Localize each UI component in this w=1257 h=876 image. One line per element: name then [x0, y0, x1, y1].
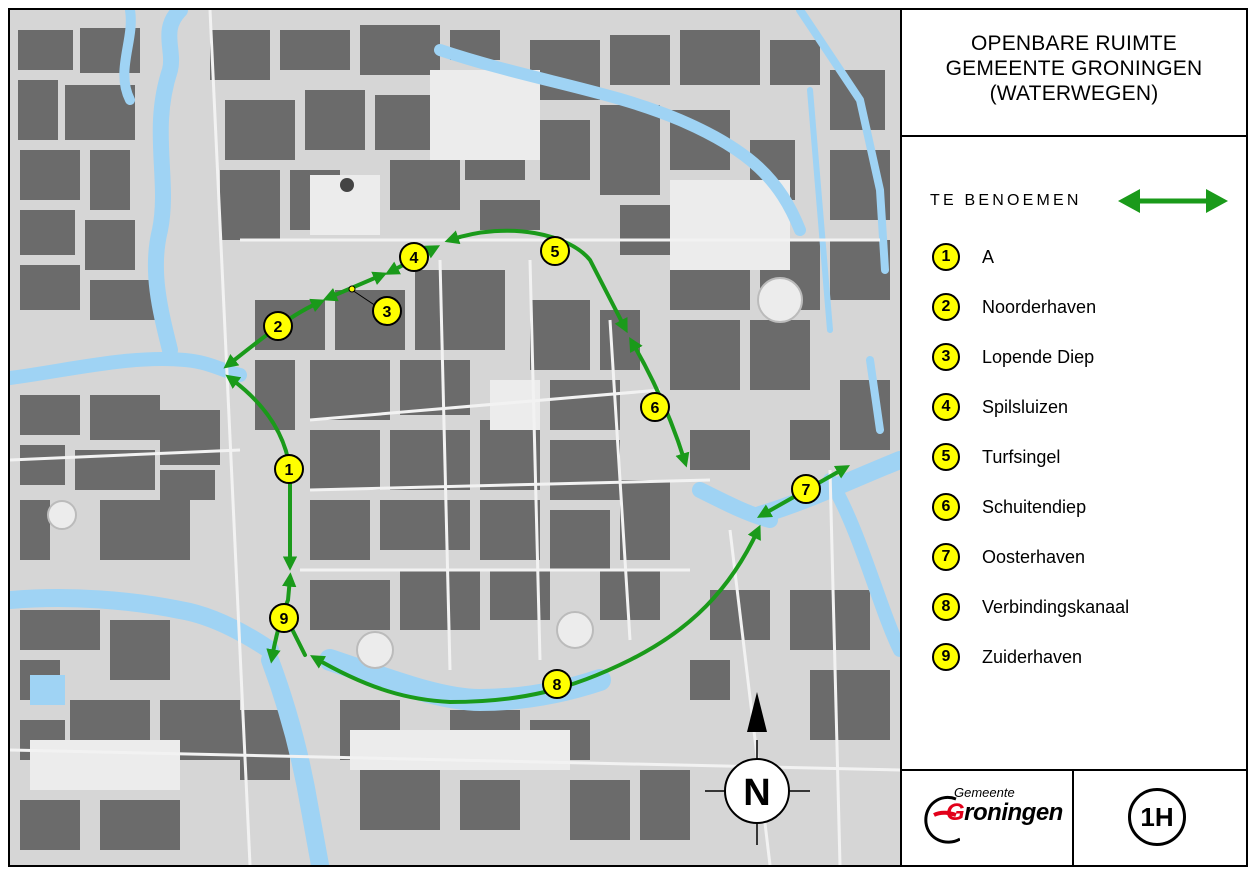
legend — [902, 137, 1246, 769]
marker-3[interactable] — [373, 297, 401, 325]
legend-item-zuiderhaven[interactable] — [932, 642, 1082, 672]
legend-item-label: Zuiderhaven — [982, 646, 1083, 667]
legend-item-lopende-diep[interactable] — [932, 342, 1094, 372]
legend-item-verbindingskanaal[interactable] — [932, 592, 1129, 622]
legend-item-label: Spilsluizen — [982, 396, 1069, 417]
legend-badge: 6 — [932, 493, 960, 521]
logo-rest: roningen — [964, 799, 1063, 826]
title-line-3: (WATERWEGEN) — [989, 82, 1159, 105]
logo-big-text — [946, 799, 1063, 827]
legend-panel — [900, 10, 1246, 865]
title-line-2: GEMEENTE GRONINGEN — [945, 57, 1203, 80]
legend-item-label: Turfsingel — [982, 446, 1061, 467]
legend-heading: TE BENOEMEN — [930, 192, 1082, 209]
legend-item-schuitendiep[interactable] — [932, 492, 1086, 522]
city-map — [10, 10, 900, 865]
municipality-logo — [902, 771, 1074, 865]
marker-1[interactable] — [275, 455, 303, 483]
legend-item-a[interactable] — [932, 242, 994, 272]
marker-6-label: 6 — [650, 400, 660, 417]
marker-2-label: 2 — [273, 319, 283, 336]
legend-badge: 7 — [932, 543, 960, 571]
marker-2[interactable] — [264, 312, 292, 340]
legend-badge: 8 — [932, 593, 960, 621]
marker-1-label: 1 — [284, 462, 294, 479]
logo-initial: G — [946, 799, 965, 826]
sheet-code-cell — [1074, 771, 1246, 865]
legend-item-noorderhaven[interactable] — [932, 292, 1096, 322]
legend-badge: 4 — [932, 393, 960, 421]
marker-9-label: 9 — [279, 611, 289, 628]
marker-9[interactable] — [270, 604, 298, 632]
footer-row — [902, 769, 1246, 865]
logo-small-text: Gemeente — [954, 785, 1015, 800]
compass-north-label: N — [743, 772, 771, 814]
marker-5-label: 5 — [550, 244, 560, 261]
legend-item-label: Oosterhaven — [982, 546, 1086, 567]
legend-badge: 5 — [932, 443, 960, 471]
title-line-1: OPENBARE RUIMTE — [970, 32, 1178, 55]
legend-badge: 2 — [932, 293, 960, 321]
legend-item-label: A — [982, 246, 995, 267]
marker-8[interactable] — [543, 670, 571, 698]
marker-4-label: 4 — [409, 250, 419, 267]
legend-item-label: Lopende Diep — [982, 346, 1095, 367]
marker-3-label: 3 — [382, 304, 392, 321]
marker-7[interactable] — [792, 475, 820, 503]
legend-badge: 9 — [932, 643, 960, 671]
sheet-code: 1H — [1128, 788, 1186, 846]
marker-8-label: 8 — [552, 677, 562, 694]
sheet-title — [902, 10, 1246, 137]
marker-4[interactable] — [400, 243, 428, 271]
double-arrow-icon — [1118, 187, 1228, 215]
map-canvas — [10, 10, 900, 865]
legend-item-spilsluizen[interactable] — [932, 392, 1068, 422]
legend-item-oosterhaven[interactable] — [932, 542, 1085, 572]
legend-item-label: Schuitendiep — [982, 496, 1087, 517]
legend-badge: 3 — [932, 343, 960, 371]
legend-item-turfsingel[interactable] — [932, 442, 1060, 472]
legend-item-label: Noorderhaven — [982, 296, 1097, 317]
marker-7-label: 7 — [801, 482, 811, 499]
marker-5[interactable] — [541, 237, 569, 265]
legend-item-label: Verbindingskanaal — [982, 596, 1130, 617]
legend-badge: 1 — [932, 243, 960, 271]
marker-6[interactable] — [641, 393, 669, 421]
